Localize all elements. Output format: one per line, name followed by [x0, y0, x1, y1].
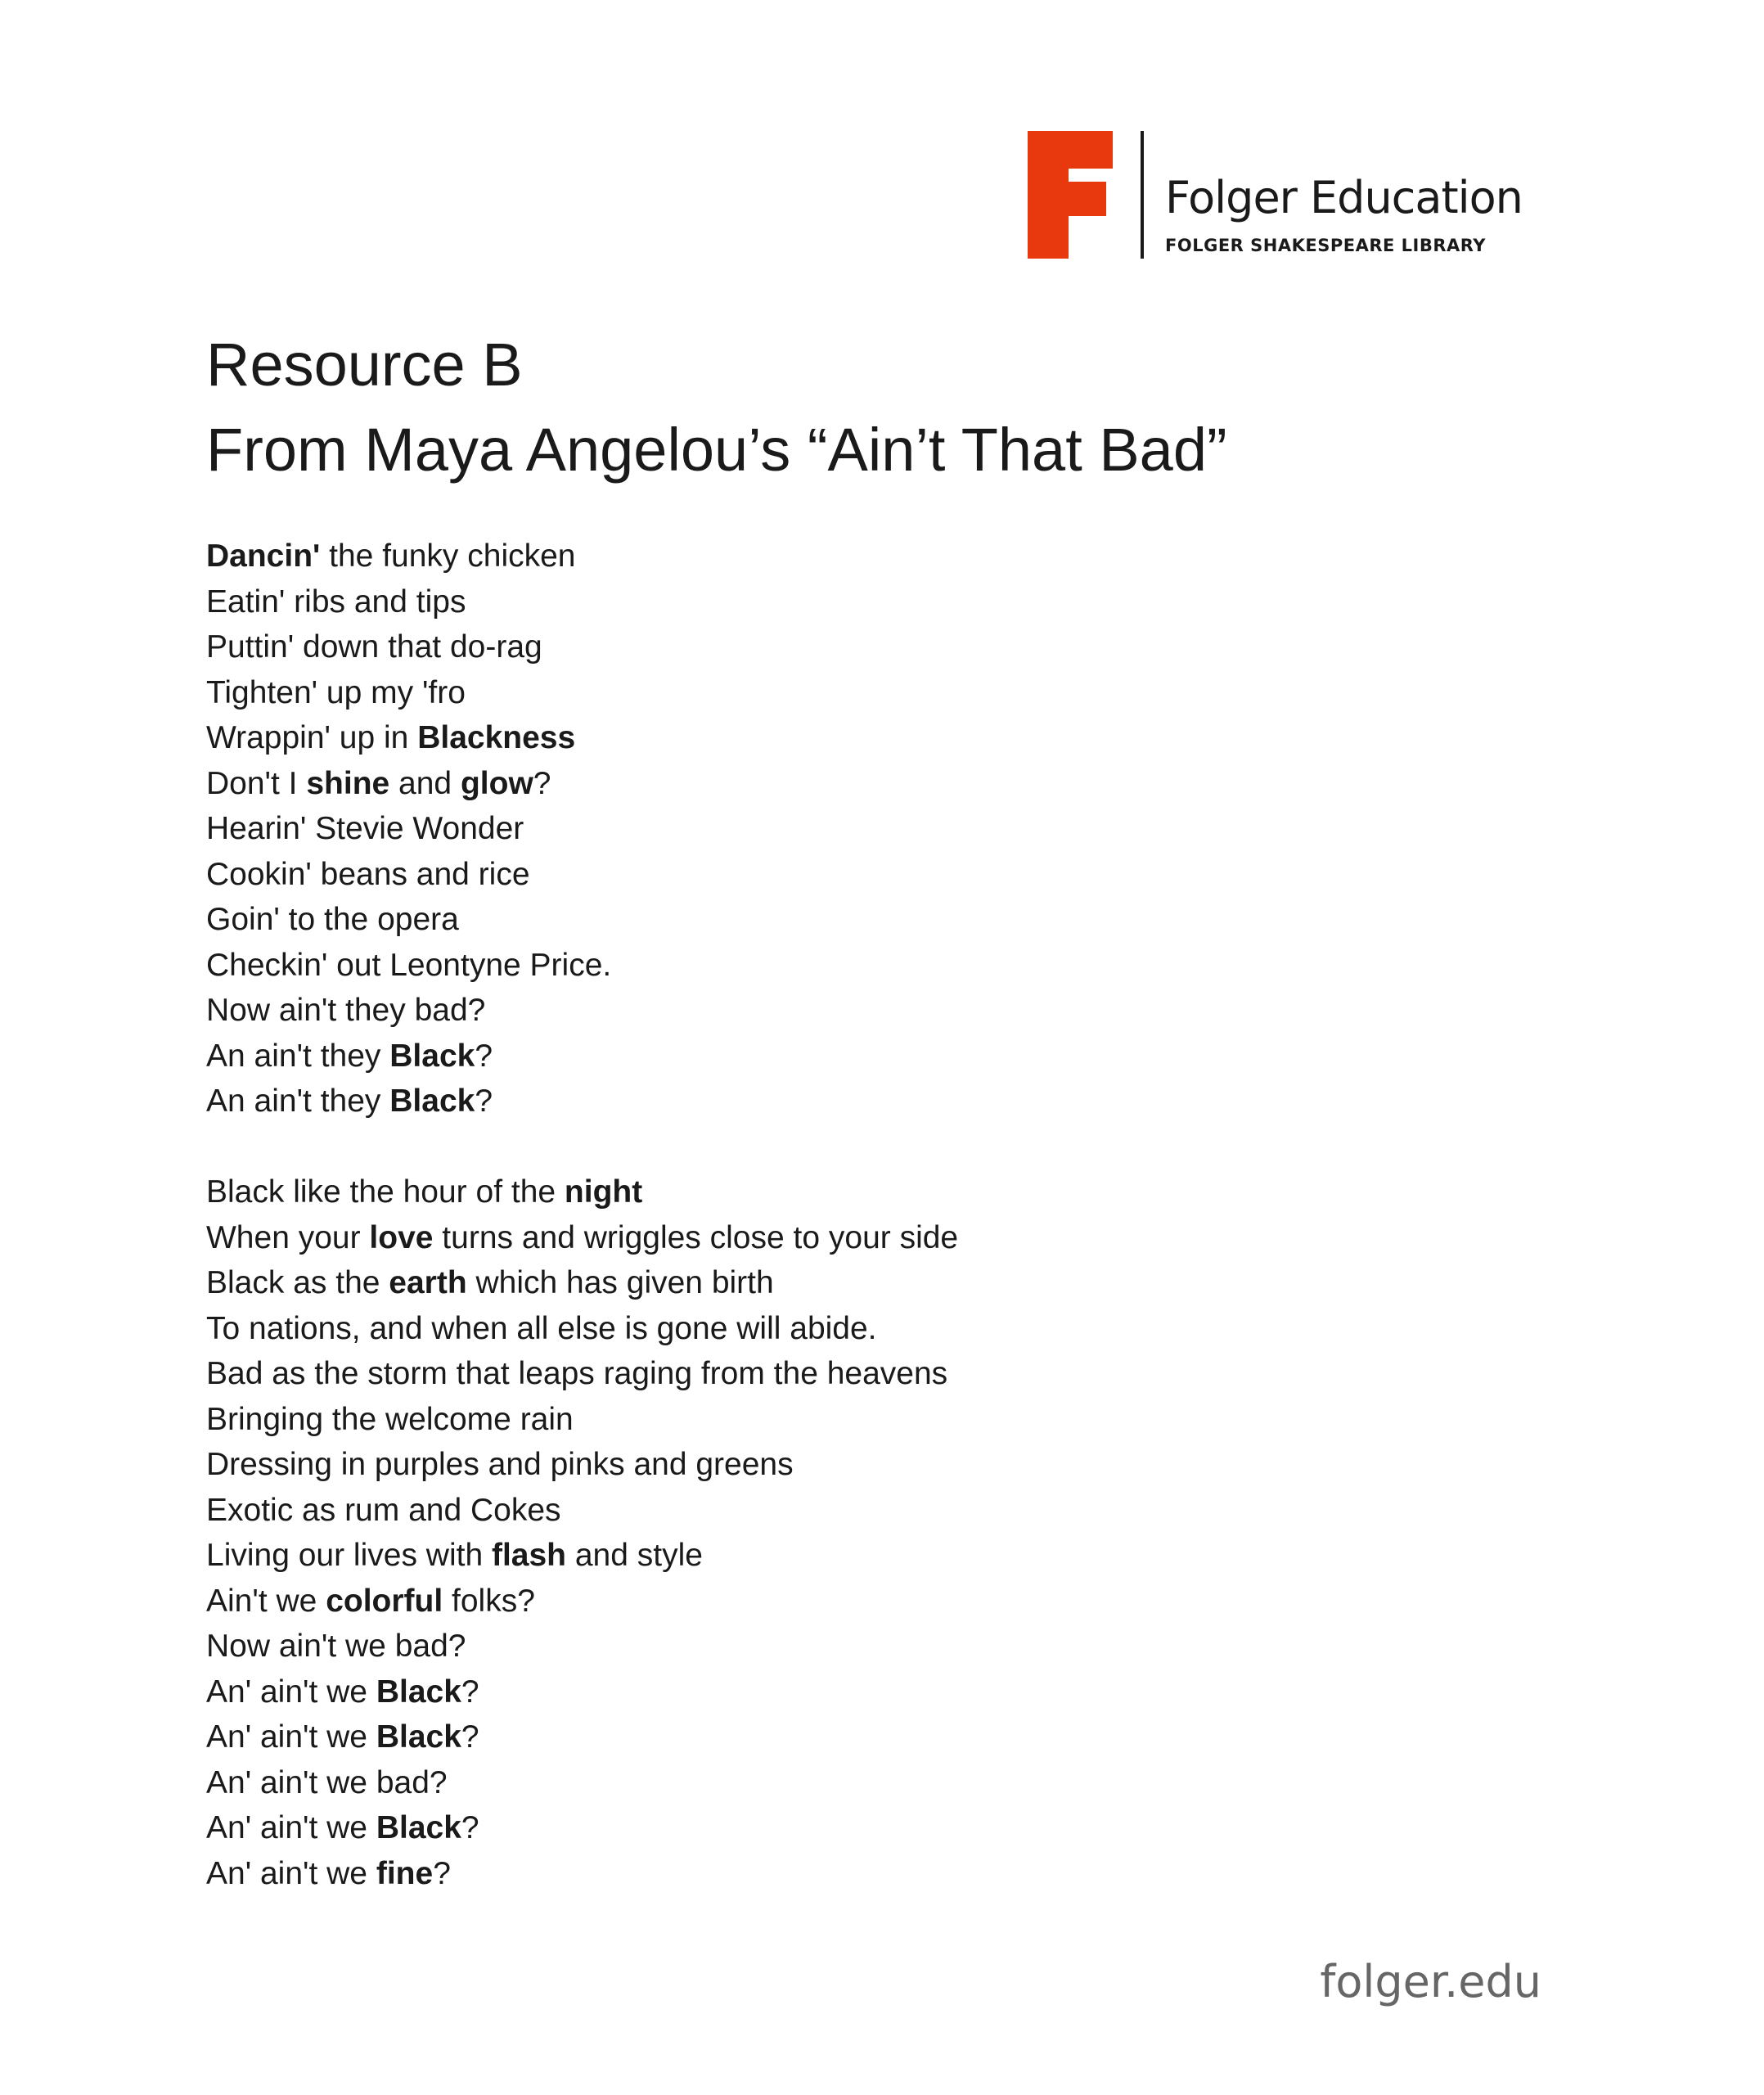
poem-line [206, 1714, 958, 1760]
line-text: Wrappin' up in [206, 720, 418, 755]
emphasized-word: Black [389, 1038, 475, 1074]
line-text: An' ain't we [206, 1855, 376, 1891]
folger-f-logo-icon [1028, 131, 1113, 259]
emphasized-word: fine [376, 1855, 434, 1891]
line-text: ? [461, 1674, 479, 1710]
emphasized-word: Blackness [417, 720, 576, 755]
poem-stanza [206, 1169, 958, 1896]
line-text: Exotic as rum and Cokes [206, 1492, 561, 1528]
poem-line [206, 1306, 958, 1352]
line-text: Eatin' ribs and tips [206, 583, 466, 619]
line-text: Tighten' up my 'fro [206, 674, 466, 710]
line-text: Bringing the welcome rain [206, 1401, 574, 1437]
emphasized-word: Black [376, 1810, 461, 1845]
line-text: Now ain't we bad? [206, 1629, 466, 1664]
line-text: An' ain't we bad? [206, 1764, 448, 1800]
line-text: Black like the hour of the [206, 1174, 565, 1210]
poem-line [206, 1079, 958, 1124]
poem-line [206, 579, 958, 625]
line-text: the funky chicken [320, 538, 576, 574]
line-text: Puttin' down that do-rag [206, 629, 542, 665]
poem-line [206, 1397, 958, 1443]
line-text: To nations, and when all else is gone will abide. [206, 1310, 877, 1346]
line-text: An ain't they [206, 1084, 390, 1119]
line-text: and style [566, 1538, 703, 1573]
line-text: ? [475, 1038, 493, 1074]
poem-line [206, 1760, 958, 1806]
line-text: When your [206, 1219, 370, 1255]
emphasized-word: glow [460, 765, 533, 801]
line-text: An ain't they [206, 1038, 390, 1074]
poem-line [206, 1624, 958, 1669]
line-text: Cookin' beans and rice [206, 856, 530, 892]
line-text: Ain't we [206, 1583, 326, 1619]
emphasized-word: Black [376, 1719, 461, 1755]
poem-line [206, 1805, 958, 1851]
line-text: ? [533, 765, 551, 801]
emphasized-word: Black [389, 1084, 475, 1119]
page-heading [206, 322, 1227, 493]
line-text: ? [475, 1084, 493, 1119]
poem-line [206, 1169, 958, 1215]
brand-subtitle: FOLGER SHAKESPEARE LIBRARY [1165, 236, 1487, 255]
emphasized-word: flash [491, 1538, 567, 1573]
line-text: Bad as the storm that leaps raging from the heavens [206, 1356, 948, 1391]
line-text: which has given birth [466, 1265, 774, 1300]
line-text: Checkin' out Leontyne Price. [206, 947, 612, 983]
poem-line [206, 534, 958, 579]
line-text: and [389, 765, 461, 801]
poem-line [206, 1260, 958, 1306]
line-text: ? [461, 1719, 479, 1755]
poem-line [206, 624, 958, 670]
emphasized-word: night [564, 1174, 643, 1210]
brand-title: Folger Education [1165, 172, 1523, 223]
poem-line [206, 1215, 958, 1261]
line-text: An' ain't we [206, 1674, 376, 1710]
poem-line [206, 1442, 958, 1488]
poem-line [206, 1533, 958, 1579]
emphasized-word: colorful [326, 1583, 443, 1619]
poem-text [206, 534, 958, 1896]
line-text: Dressing in purples and pinks and greens [206, 1447, 794, 1482]
line-text: Now ain't they bad? [206, 993, 486, 1028]
line-text: Living our lives with [206, 1538, 492, 1573]
logo-text [1165, 173, 1523, 257]
poem-line [206, 715, 958, 761]
emphasized-word: Dancin' [206, 538, 321, 574]
emphasized-word: earth [389, 1265, 467, 1300]
resource-title: Resource B [206, 331, 523, 399]
poem-line [206, 806, 958, 852]
poem-line [206, 943, 958, 989]
line-text: ? [433, 1855, 451, 1891]
line-text: An' ain't we [206, 1719, 376, 1755]
poem-line [206, 1851, 958, 1897]
line-text: Goin' to the opera [206, 902, 459, 937]
poem-line [206, 1034, 958, 1079]
poem-line [206, 670, 958, 716]
line-text: turns and wriggles close to your side [433, 1219, 959, 1255]
poem-line [206, 1579, 958, 1624]
emphasized-word: love [369, 1219, 434, 1255]
line-text: folks? [443, 1583, 535, 1619]
line-text: Hearin' Stevie Wonder [206, 811, 524, 846]
poem-line [206, 1488, 958, 1534]
poem-line [206, 1351, 958, 1397]
poem-line [206, 988, 958, 1034]
emphasized-word: Black [376, 1674, 461, 1710]
line-text: ? [461, 1810, 479, 1845]
line-text: Black as the [206, 1265, 389, 1300]
poem-stanza [206, 534, 958, 1124]
logo-divider [1141, 131, 1144, 259]
poem-line [206, 852, 958, 898]
line-text: An' ain't we [206, 1810, 376, 1845]
emphasized-word: shine [306, 765, 390, 801]
poem-line [206, 1669, 958, 1715]
poem-title: From Maya Angelou’s “Ain’t That Bad” [206, 416, 1227, 484]
line-text: Don't I [206, 765, 307, 801]
poem-line [206, 897, 958, 943]
footer-url: folger.edu [1320, 1956, 1541, 2007]
poem-line [206, 761, 958, 807]
